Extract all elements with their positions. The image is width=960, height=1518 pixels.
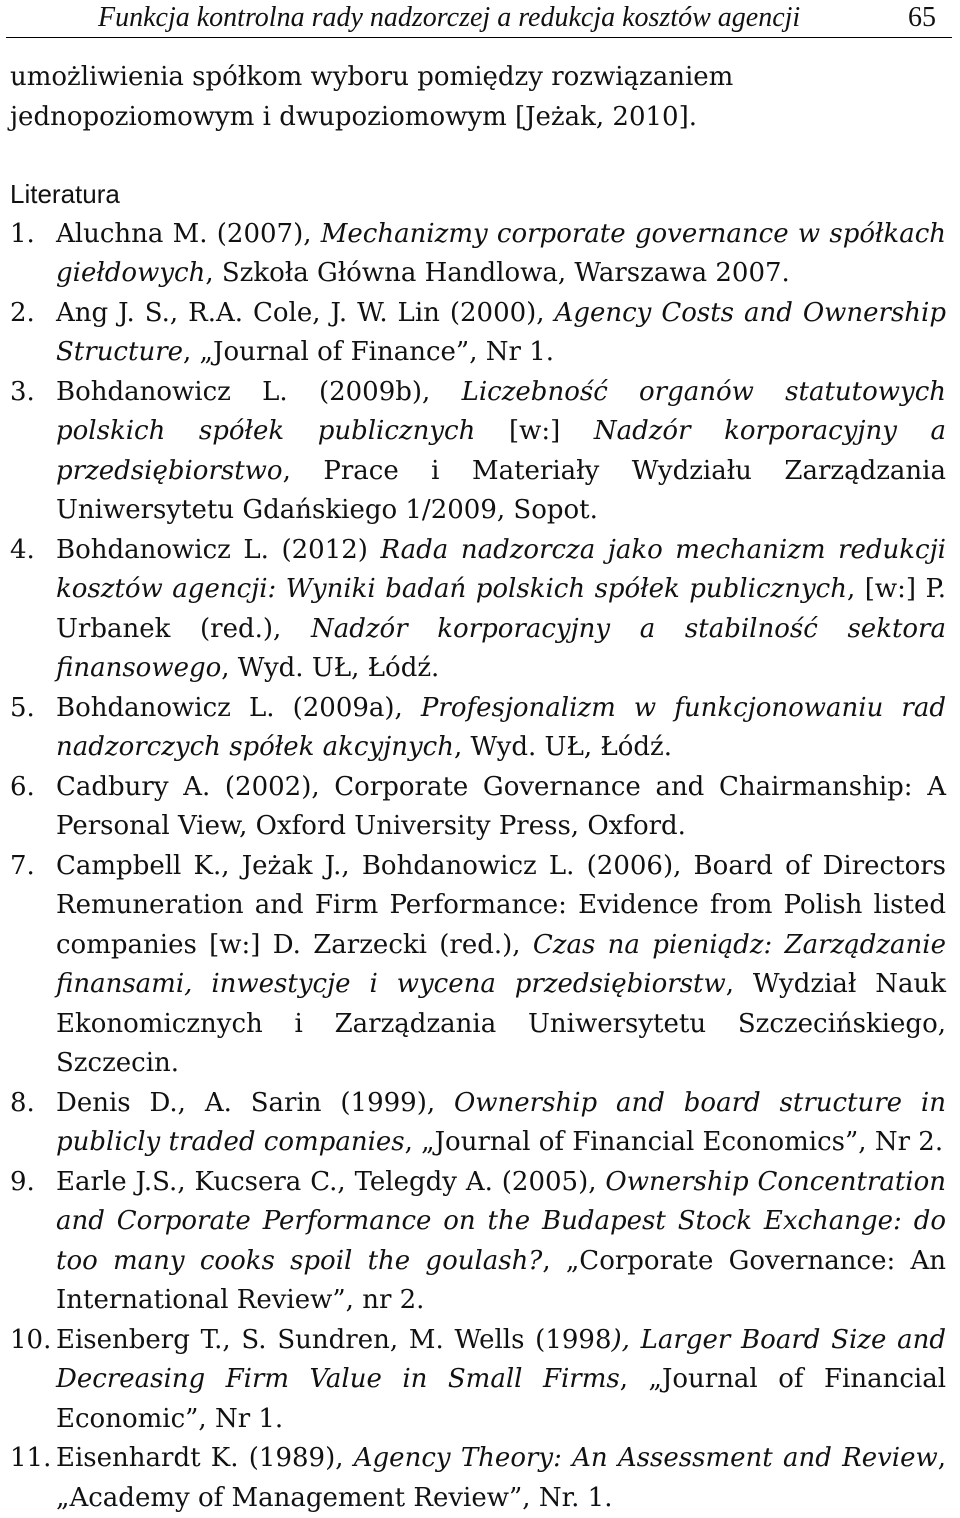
reference-title-italic: Liczebność organów statutowych polskich spółek publicznych [56, 377, 946, 447]
reference-title-italic: Mechanizmy corporate governance w spółkach giełdowych [56, 219, 946, 289]
reference-title-italic: Agency Theory: An Assessment and Review [354, 1443, 938, 1473]
reference-text-segment: , Wydział Nauk Ekonomicznych i Zarządzania Uniwersytetu Szczecińskiego, Szczecin. [56, 969, 946, 1078]
reference-text-segment: , „Journal of Financial Economic”, Nr 1. [56, 1364, 946, 1434]
reference-item [10, 1163, 946, 1321]
reference-item [10, 215, 946, 294]
reference-item [10, 1439, 946, 1518]
reference-text-segment: , Szkoła Główna Handlowa, Warszawa 2007. [205, 258, 789, 288]
body-text [10, 58, 946, 1518]
reference-number: 11. [10, 1439, 56, 1518]
reference-title-italic: ), Larger Board Size and Decreasing Firm Value in Small Firms [56, 1325, 946, 1395]
reference-title-italic: Nadzór korporacyjny a stabilność sektora finansowego [56, 614, 946, 684]
reference-item [10, 294, 946, 373]
reference-text [56, 847, 946, 1084]
intro-paragraph: umożliwienia spółkom wyboru pomiędzy rozwiązaniem jednopoziomowym i dwupoziomowym [Jeżak, 2010]. [10, 58, 946, 137]
header-rule [6, 37, 952, 38]
running-title: Funkcja kontrolna rady nadzorczej a redukcja kosztów agencji [98, 2, 800, 34]
reference-text-segment: , „Journal of Financial Economics”, Nr 2. [405, 1127, 943, 1157]
reference-text [56, 215, 946, 294]
reference-text-segment: [w:] [475, 416, 593, 446]
reference-text-segment: , „Journal of Finance”, Nr 1. [183, 337, 554, 367]
reference-number: 2. [10, 294, 56, 373]
reference-text-segment: , Wyd. UŁ, Łódź. [221, 653, 439, 683]
reference-text-segment: , [w:] P. Urbanek (red.), [56, 574, 946, 644]
reference-item [10, 373, 946, 531]
running-header [10, 0, 948, 36]
reference-text [56, 689, 946, 768]
reference-number: 8. [10, 1084, 56, 1163]
reference-item [10, 689, 946, 768]
reference-text-segment: , Prace i Materiały Wydziału Zarządzania Uniwersytetu Gdańskiego 1/2009, Sopot. [56, 456, 946, 526]
reference-number: 7. [10, 847, 56, 1084]
reference-number: 10. [10, 1321, 56, 1440]
reference-text-segment: , Wyd. UŁ, Łódź. [454, 732, 672, 762]
reference-item [10, 1084, 946, 1163]
reference-number: 1. [10, 215, 56, 294]
reference-number: 9. [10, 1163, 56, 1321]
reference-item [10, 531, 946, 689]
reference-item [10, 1321, 946, 1440]
reference-text [56, 1321, 946, 1440]
reference-text-segment: , „Academy of Management Review”, Nr. 1. [56, 1443, 946, 1513]
reference-text-segment: Bohdanowicz L. (2012) [56, 535, 380, 565]
reference-title-italic: Nadzór korporacyjny a przedsiębiorstwo [56, 416, 946, 486]
section-title: Literatura [10, 175, 946, 215]
reference-number: 4. [10, 531, 56, 689]
reference-text-segment: Eisenhardt K. (1989), [56, 1443, 354, 1473]
reference-text [56, 373, 946, 531]
reference-title-italic: Ownership and board structure in publicly traded companies [56, 1088, 946, 1158]
reference-title-italic: Profesjonalizm w funkcjonowaniu rad nadzorczych spółek akcyjnych [56, 693, 946, 763]
reference-text-segment: Bohdanowicz L. (2009b), [56, 377, 462, 407]
reference-number: 5. [10, 689, 56, 768]
reference-number: 3. [10, 373, 56, 531]
reference-text [56, 294, 946, 373]
reference-title-italic: Ownership Concentration and Corporate Performance on the Budapest Stock Exchange: do too many cooks spoil the goulash? [56, 1167, 946, 1276]
reference-text-segment: Denis D., A. Sarin (1999), [56, 1088, 454, 1118]
reference-text-segment: Bohdanowicz L. (2009a), [56, 693, 421, 723]
reference-text [56, 531, 946, 689]
reference-title-italic: Rada nadzorcza jako mechanizm redukcji kosztów agencji: Wyniki badań polskich spółek publicznych [56, 535, 946, 605]
reference-item [10, 768, 946, 847]
reference-list [10, 215, 946, 1518]
reference-title-italic: Czas na pieniądz: Zarządzanie finansami, inwestycje i wycena przedsiębiorstw [56, 930, 946, 1000]
reference-text-segment: Earle J.S., Kucsera C., Telegdy A. (2005), [56, 1167, 605, 1197]
reference-text-segment: Cadbury A. (2002), Corporate Governance and Chairmanship: A Personal View, Oxford University Press, Oxford. [56, 772, 946, 842]
reference-text [56, 768, 946, 847]
page-number: 65 [908, 2, 936, 34]
reference-text [56, 1084, 946, 1163]
reference-text-segment: Ang J. S., R.A. Cole, J. W. Lin (2000), [56, 298, 555, 328]
reference-text [56, 1163, 946, 1321]
reference-text-segment: Eisenberg T., S. Sundren, M. Wells (1998 [56, 1325, 612, 1355]
reference-text-segment: Aluchna M. (2007), [56, 219, 321, 249]
reference-text [56, 1439, 946, 1518]
reference-title-italic: Agency Costs and Ownership Structure [56, 298, 946, 368]
reference-item [10, 847, 946, 1084]
reference-number: 6. [10, 768, 56, 847]
reference-text-segment: Campbell K., Jeżak J., Bohdanowicz L. (2006), Board of Directors Remuneration and Firm Performance: Evidence from Polish listed companies [w:] D. Zarzecki (red.), [56, 851, 946, 960]
reference-text-segment: , „Corporate Governance: An International Review”, nr 2. [56, 1246, 946, 1316]
